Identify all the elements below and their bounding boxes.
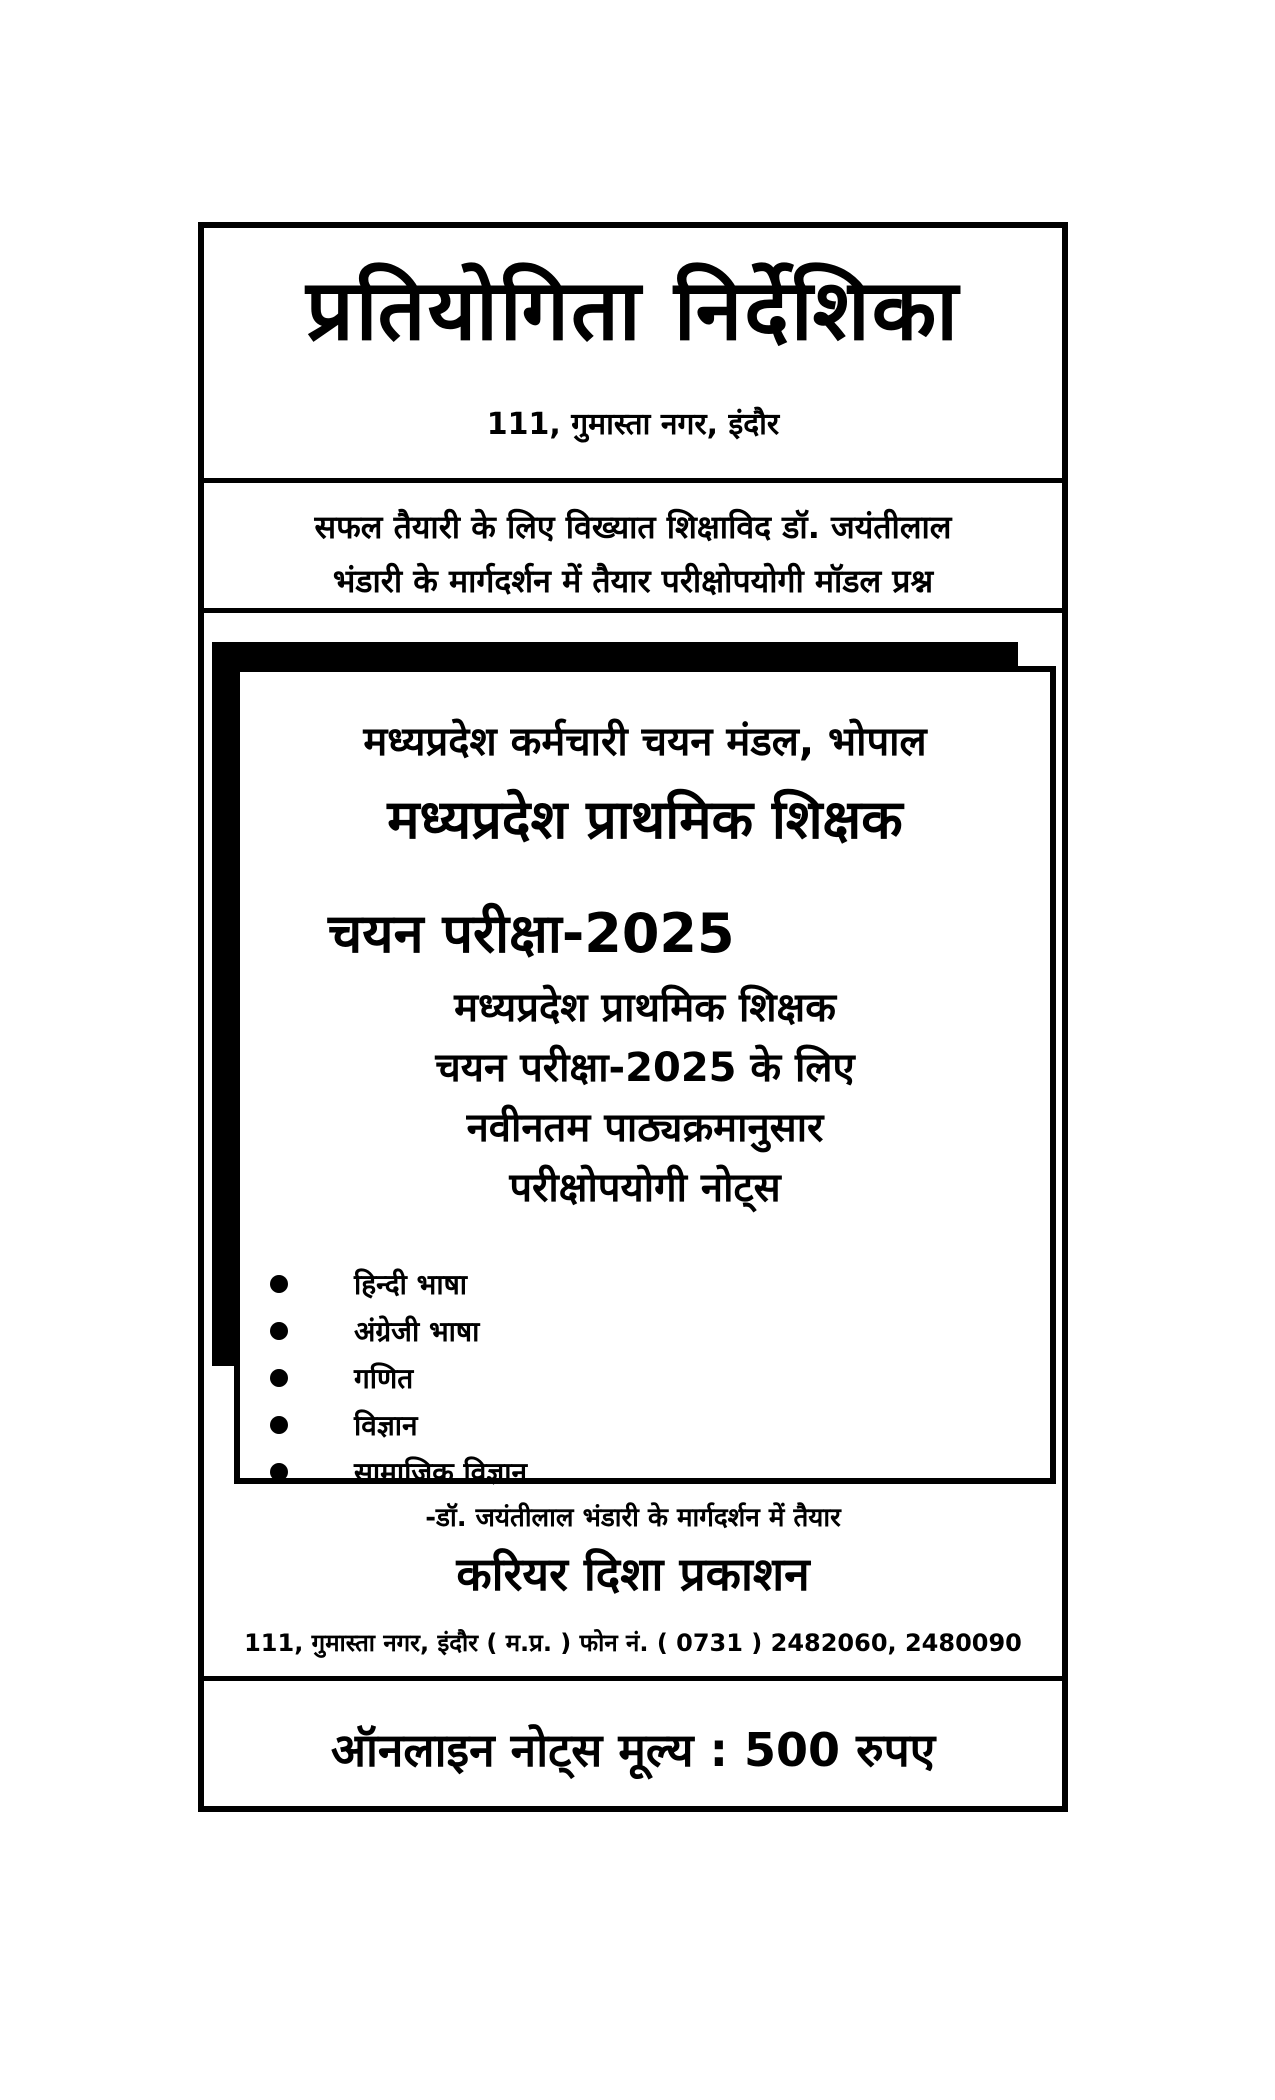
publisher-address: 111, गुमास्ता नगर, इंदौर ( म.प्र. ) फोन नं. ( 0731 ) 2482060, 2480090: [244, 1629, 1022, 1657]
cover-frame: [198, 222, 1068, 1812]
tagline-line-1: सफल तैयारी के लिए विख्यात शिक्षाविद डॉ. जयंतीलाल: [314, 508, 952, 546]
desc-line-2: चयन परीक्षा-2025 के लिए: [435, 1045, 855, 1091]
desc-line-1: मध्यप्रदेश प्राथमिक शिक्षक: [454, 985, 836, 1031]
tagline: [204, 500, 1062, 608]
publisher-name: करियर दिशा प्रकाशन: [456, 1547, 810, 1601]
header-address: 111, गुमास्ता नगर, इंदौर: [486, 407, 780, 442]
list-item: [270, 1448, 527, 1495]
list-item: [270, 1260, 527, 1307]
subject-label: गणित: [354, 1361, 414, 1395]
subject-label: सामाजिक विज्ञान: [354, 1455, 528, 1489]
bullet-icon: [270, 1463, 288, 1481]
price-label: ऑनलाइन नोट्स मूल्य : 500 रुपए: [330, 1723, 936, 1777]
desc-line-4: परीक्षोपयोगी नोट्स: [509, 1165, 781, 1211]
divider: [204, 608, 1062, 613]
exam-description: [240, 978, 1050, 1218]
box-shadow-left: [212, 642, 236, 1366]
bullet-icon: [270, 1275, 288, 1293]
bullet-icon: [270, 1369, 288, 1387]
subject-label: अंग्रेजी भाषा: [354, 1314, 480, 1348]
guidance-note: -डॉ. जयंतीलाल भंडारी के मार्गदर्शन में तैयार: [425, 1503, 841, 1533]
subject-label: विज्ञान: [354, 1408, 418, 1442]
exam-title: मध्यप्रदेश प्राथमिक शिक्षक: [387, 788, 903, 851]
bullet-icon: [270, 1416, 288, 1434]
box-shadow-top: [212, 642, 1018, 666]
exam-subtitle: चयन परीक्षा-2025: [328, 902, 735, 965]
bullet-icon: [270, 1322, 288, 1340]
subject-label: हिन्दी भाषा: [354, 1267, 468, 1301]
magazine-title: प्रतियोगिता निर्देशिका: [306, 261, 960, 359]
exam-info-box: [234, 666, 1056, 1489]
divider: [204, 1676, 1062, 1681]
board-name: मध्यप्रदेश कर्मचारी चयन मंडल, भोपाल: [363, 719, 927, 765]
list-item: [270, 1401, 527, 1448]
subject-list: [270, 1260, 527, 1495]
tagline-line-2: भंडारी के मार्गदर्शन में तैयार परीक्षोपयोगी मॉडल प्रश्न: [332, 562, 934, 600]
list-item: [270, 1354, 527, 1401]
desc-line-3: नवीनतम पाठ्यक्रमानुसार: [466, 1105, 824, 1151]
list-item: [270, 1307, 527, 1354]
divider: [204, 478, 1062, 483]
